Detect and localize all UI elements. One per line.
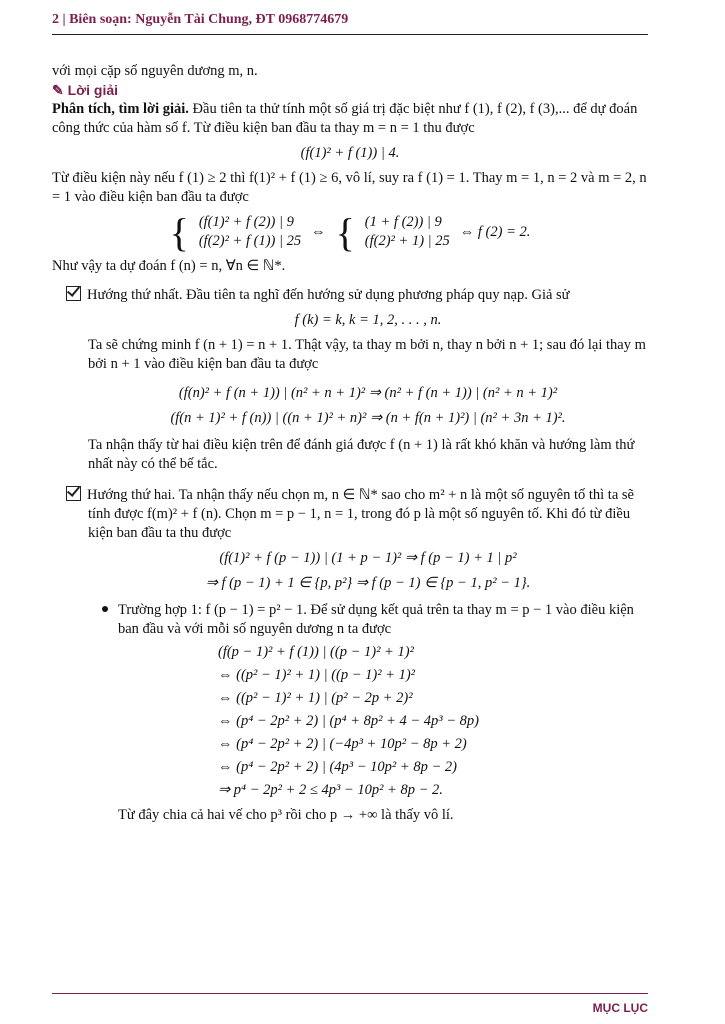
solution-heading: ✎ Lời giải: [52, 82, 119, 98]
document-body: [52, 62, 648, 825]
direction-2: Hướng thứ hai. Ta nhận thấy nếu chọn m, n ∈ ℕ* sao cho m² + n là một số nguyên tố thì ta sẽ tính được f(m)² + f (n). Chọn m = p − 1, n = 1, trong đó p là một số nguyên tố. Khi đó từ điều kiện ban đầu ta thu được (f(1)² + f (p − 1)) | (1 + p − 1)² ⇒ f (p − 1) + 1 | p² ⇒ f (p − 1) + 1 ∈ {p, p²} ⇒ f (p − 1) ∈ {p − 1, p² − 1}. Trường hợp 1: f (p − 1) = p² − 1. Để sử dụng kết quả trên ta thay m = p − 1 vào điều kiện ban đầu và với mỗi số nguyên dương n ta được (f(p − 1)² + f (1)) | ((p − 1)² + 1)² ⇔ ((p² − 1)² + 1) | ((p − 1)² + 1)² ⇔ ((p² − 1)² + 1) | (p² − 2p + 2)² ⇔ (p⁴ − 2p² + 2) | (p⁴ + 8p² + 4 − 4p³ − 8p) ⇔ (p⁴ − 2p² + 2) | (−4p³ + 10p² − 8p + 2) ⇔ (p⁴ − 2p² + 2) | (4p³ − 10p² + 8p − 2) ⇒ p⁴ − 2p² + 2 ≤ 4p³ − 10p² + 8p − 2. Từ đây chia cả hai vế cho p³ rồi cho p → +∞ là thấy vô lí.: [88, 484, 648, 825]
case-1: Trường hợp 1: f (p − 1) = p² − 1. Để sử dụng kết quả trên ta thay m = p − 1 vào điều kiện ban đầu và với mỗi số nguyên dương n ta được: [118, 601, 648, 639]
paragraph-2: Từ điều kiện này nếu f (1) ≥ 2 thì f(1)² + f (1) ≥ 6, vô lí, suy ra f (1) = 1. Thay m = 1, n = 2 và m = 2, n = 1 vào điều kiện ban đầu ta được: [52, 170, 647, 205]
page-number: 2: [52, 12, 59, 27]
checkbox-icon: [66, 486, 81, 501]
analysis-paragraph: Phân tích, tìm lời giải. Đầu tiên ta thử tính một số giá trị đặc biệt như f (1), f (2), f (3),... để dự đoán công thức của hàm số f. Từ điều kiện ban đầu ta thay m = n = 1 thu được: [52, 101, 638, 136]
intro-line: với mọi cặp số nguyên dương m, n.: [52, 63, 258, 79]
equation-1: (f(1)² + f (1)) | 4.: [300, 145, 400, 161]
page-header: 2 | Biên soạn: Nguyễn Tài Chung, ĐT 0968774679: [52, 12, 648, 35]
footer-divider: [52, 993, 648, 994]
case-1-steps: (f(p − 1)² + f (1)) | ((p − 1)² + 1)² ⇔ ((p² − 1)² + 1) | ((p − 1)² + 1)² ⇔ ((p² − 1)² + 1) | (p² − 2p + 2)² ⇔ (p⁴ − 2p² + 2) | (p⁴ + 8p² + 4 − 4p³ − 8p) ⇔ (p⁴ − 2p² + 2) | (−4p³ + 10p² − 8p + 2) ⇔ (p⁴ − 2p² + 2) | (4p³ − 10p² + 8p − 2) ⇒ p⁴ − 2p² + 2 ≤ 4p³ − 10p² + 8p − 2.: [218, 644, 480, 798]
edit-icon: ✎: [52, 82, 68, 98]
guess-line: Như vậy ta dự đoán f (n) = n, ∀n ∈ ℕ*.: [52, 258, 286, 274]
direction-1: Hướng thứ nhất. Đầu tiên ta nghĩ đến hướng sử dụng phương pháp quy nạp. Giả sử f (k) = k, k = 1, 2, . . . , n. Ta sẽ chứng minh f (n + 1) = n + 1. Thật vậy, ta thay m bởi n, thay n bởi n + 1; sau đó lại thay m bởi n + 1 vào điều kiện ban đầu ta được (f(n)² + f (n + 1)) | (n² + n + 1)² ⇒ (n² + f (n + 1)) | (n² + n + 1)² (f(n + 1)² + f (n)) | ((n + 1)² + n)² ⇒ (n + f(n + 1)²) | (n² + 3n + 1)². Ta nhận thấy từ hai điều kiện trên để đánh giá được f (n + 1) là rất khó khăn và hướng làm thứ nhất này có thể bế tắc.: [88, 284, 648, 474]
system-equations: { (f(1)² + f (2)) | 9 (f(2)² + f (1)) | 25 ⇔ { (1 + f (2)) | 9 (f(2)² + 1) | 25 ⇔ f (2) = 2.: [169, 209, 531, 255]
bullet-icon: [102, 606, 108, 612]
checkbox-icon: [66, 286, 81, 301]
toc-link[interactable]: MỤC LỤC: [592, 1001, 648, 1015]
author-line: Biên soạn: Nguyễn Tài Chung, ĐT 0968774679: [69, 12, 349, 27]
